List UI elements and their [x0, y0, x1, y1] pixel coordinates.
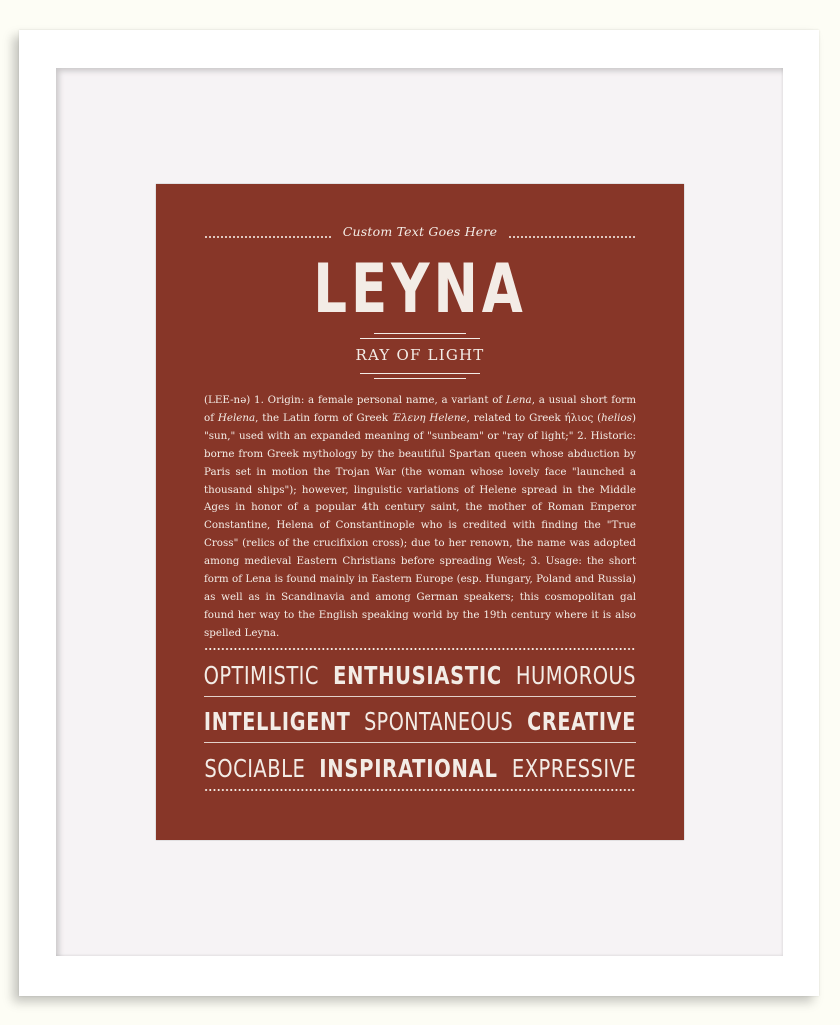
dotted-divider-traits-top: [204, 648, 636, 650]
trait-word: ENTHUSIASTIC: [333, 660, 503, 690]
rule-bottom-short: [374, 378, 466, 379]
trait-row: [204, 751, 636, 785]
custom-text-row: [204, 222, 636, 246]
definition-italic-term: Lena: [505, 394, 532, 406]
trait-divider: [204, 696, 636, 697]
definition-text: , the Latin form of Greek: [255, 411, 392, 424]
definition-italic-term: helios: [601, 411, 632, 424]
dotted-divider-traits-bottom: [204, 789, 636, 791]
trait-word: HUMOROUS: [515, 660, 636, 690]
definition-text: , a usual short form of: [204, 394, 636, 424]
name-definition: [204, 392, 636, 643]
definition-text: , related to Greek ήλιος (: [466, 411, 602, 424]
dotted-divider-left: [204, 236, 332, 238]
definition-text: (LEE-nə) 1. Origin: a female personal name, a variant of: [204, 394, 506, 406]
custom-text: Custom Text Goes Here: [342, 224, 498, 239]
trait-word: EXPRESSIVE: [511, 753, 636, 783]
rule-top-short: [374, 333, 466, 334]
name-meaning: RAY OF LIGHT: [355, 346, 485, 364]
definition-italic-term: Έλενη Helene: [391, 411, 467, 424]
trait-word: INTELLIGENT: [204, 706, 351, 736]
trait-row: [204, 658, 636, 692]
name-heading: LEYNA: [313, 250, 527, 329]
rule-top-long: [360, 338, 480, 339]
definition-text: ) "sun," used with an expanded meaning of "sunbeam" or "ray of light;" 2. Historic: borne from Greek mythology by the beautiful Spartan queen whose abduction by Paris set in motion the Trojan War (the woman whose lovely face "launched a thousand ships"); however, linguistic variations of Helene spread in the Middle Ages in honor of a popular 4th century saint, the mother of Roman Emperor Constantine, Helena of Constantinople who is credited with finding the "True Cross" (relics of the crucifixion cross); due to her renown, the name was adopted among medieval Eastern Christians before spreading West; 3. Usage: the short form of Lena is found mainly in Eastern Europe (esp. Hungary, Poland and Russia) as well as in Scandinavia and among German speakers; this cosmopolitan gal found her way to the English speaking world by the 19th century where it is also spelled Leyna.: [204, 411, 636, 639]
definition-italic-term: Helena: [217, 411, 256, 424]
trait-row: [204, 704, 636, 738]
rule-bottom-long: [360, 373, 480, 374]
name-meaning-print: [156, 184, 684, 840]
trait-word: CREATIVE: [527, 706, 636, 736]
trait-divider: [204, 742, 636, 743]
trait-word: SPONTANEOUS: [364, 706, 514, 736]
trait-word: OPTIMISTIC: [204, 660, 320, 690]
trait-word: SOCIABLE: [203, 753, 305, 783]
trait-word: INSPIRATIONAL: [319, 753, 498, 783]
dotted-divider-right: [508, 236, 636, 238]
